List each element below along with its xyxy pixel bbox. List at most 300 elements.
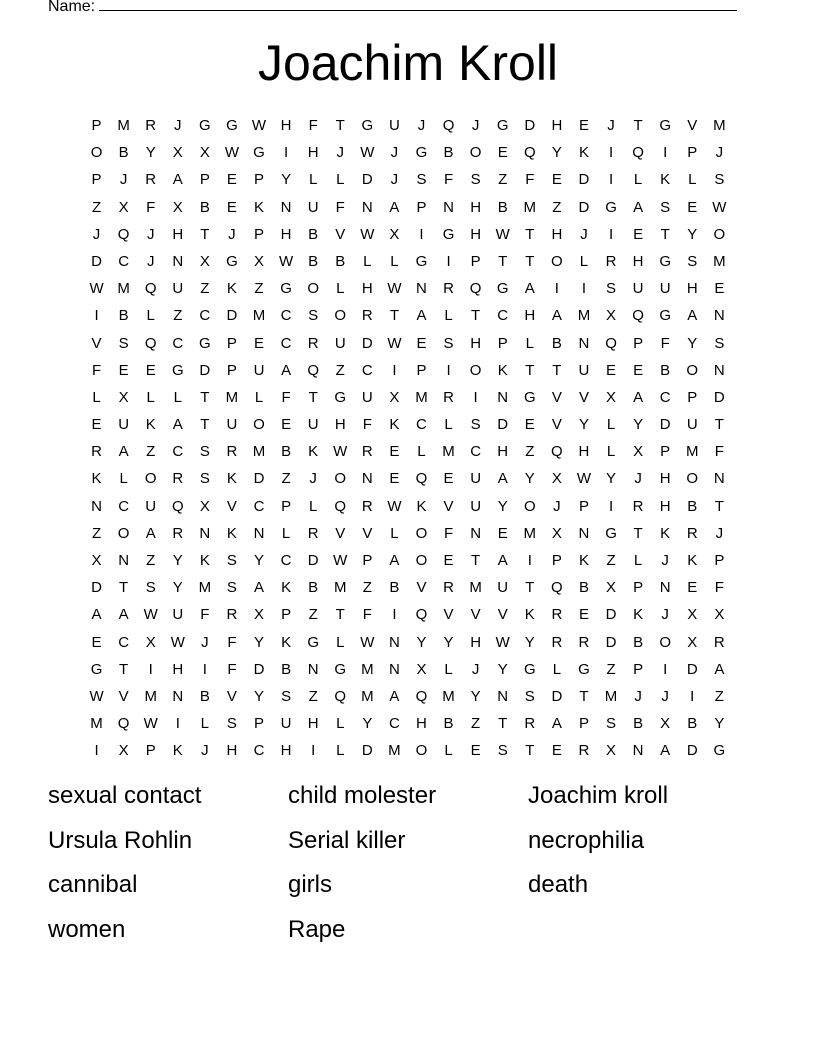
grid-letter: T xyxy=(389,307,399,325)
grid-letter: N xyxy=(578,524,590,542)
grid-letter: A xyxy=(254,579,265,597)
word-list-item: women xyxy=(48,915,126,943)
grid-letter: W xyxy=(495,633,510,651)
word-list-item: cannibal xyxy=(48,871,138,898)
grid-letter: X xyxy=(606,579,617,597)
grid-letter: J xyxy=(119,171,128,189)
grid-letter: K xyxy=(226,524,237,542)
grid-letter: E xyxy=(551,742,562,760)
grid-letter: H xyxy=(280,117,292,134)
grid-letter: U xyxy=(307,416,319,434)
grid-letter: L xyxy=(606,416,616,434)
grid-letter: C xyxy=(280,334,292,352)
grid-letter: X xyxy=(714,606,725,624)
grid-letter: Y xyxy=(524,470,535,488)
grid-letter: Y xyxy=(578,416,589,434)
grid-letter: P xyxy=(254,171,265,189)
grid-letter: K xyxy=(226,280,237,298)
grid-letter: U xyxy=(632,280,644,298)
grid-letter: N xyxy=(253,524,265,542)
grid-letter: X xyxy=(118,388,129,406)
grid-letter: J xyxy=(471,117,480,134)
grid-letter: U xyxy=(118,416,130,434)
word-list-item: sexual contact xyxy=(48,782,202,809)
grid-letter: A xyxy=(145,524,156,542)
grid-letter: G xyxy=(334,660,347,678)
grid-letter: X xyxy=(687,633,698,651)
grid-letter: E xyxy=(551,171,562,189)
grid-letter: B xyxy=(389,579,400,597)
grid-letter: Y xyxy=(470,687,481,705)
grid-letter: A xyxy=(172,416,183,434)
grid-letter: Y xyxy=(362,715,373,733)
grid-letter: A xyxy=(551,715,562,733)
grid-letter: A xyxy=(633,388,644,406)
grid-letter: B xyxy=(199,198,210,216)
grid-letter: P xyxy=(687,388,698,406)
grid-letter: G xyxy=(523,388,536,406)
grid-letter: C xyxy=(253,742,265,760)
grid-letter: G xyxy=(171,361,184,379)
grid-letter: X xyxy=(551,470,562,488)
grid-letter: T xyxy=(335,117,345,134)
grid-letter: U xyxy=(686,416,698,434)
grid-letter: T xyxy=(660,225,670,243)
grid-letter: I xyxy=(175,715,180,733)
grid-letter: D xyxy=(91,252,102,270)
grid-letter: V xyxy=(443,606,454,624)
grid-letter: I xyxy=(446,252,451,270)
grid-letter: Y xyxy=(416,633,427,651)
grid-letter: Z xyxy=(146,443,156,461)
grid-letter: X xyxy=(687,606,698,624)
grid-letter: L xyxy=(525,334,534,352)
grid-letter: R xyxy=(632,497,644,515)
grid-letter: G xyxy=(307,633,319,651)
grid-letter: W xyxy=(387,334,402,352)
grid-letter: L xyxy=(336,742,345,760)
grid-letter: L xyxy=(336,171,345,189)
grid-letter: A xyxy=(389,198,400,216)
grid-letter: P xyxy=(633,579,644,597)
grid-letter: E xyxy=(633,361,644,379)
grid-letter: F xyxy=(91,361,102,379)
grid-row xyxy=(83,737,733,764)
letter-grid xyxy=(83,112,733,765)
grid-letter: O xyxy=(686,470,699,488)
grid-letter: G xyxy=(199,117,211,134)
grid-letter: F xyxy=(362,606,372,624)
grid-letter: L xyxy=(281,524,291,542)
grid-letter: I xyxy=(608,171,614,189)
grid-letter: V xyxy=(551,416,562,434)
grid-letter: L xyxy=(92,388,101,406)
grid-letter: W xyxy=(251,117,267,134)
grid-letter: S xyxy=(687,252,698,270)
grid-letter: P xyxy=(470,252,481,270)
grid-letter: X xyxy=(172,144,183,162)
grid-letter: V xyxy=(443,497,454,515)
grid-letter: X xyxy=(91,552,102,569)
grid-letter: C xyxy=(497,307,509,325)
grid-letter: J xyxy=(92,225,101,243)
grid-letter: J xyxy=(715,524,724,542)
grid-letter: M xyxy=(442,687,455,705)
grid-letter: X xyxy=(145,633,156,651)
grid-letter: K xyxy=(172,742,183,760)
grid-letter: D xyxy=(307,552,319,569)
grid-letter: P xyxy=(254,225,265,243)
grid-letter: N xyxy=(416,280,427,298)
grid-letter: E xyxy=(443,470,454,488)
grid-letter: L xyxy=(146,307,155,325)
grid-letter: L xyxy=(633,171,643,189)
grid-letter: D xyxy=(361,171,373,189)
grid-letter: G xyxy=(253,144,265,162)
grid-letter: A xyxy=(389,687,400,705)
grid-letter: P xyxy=(687,144,698,162)
grid-letter: M xyxy=(388,742,401,760)
grid-letter: V xyxy=(416,579,427,597)
grid-letter: L xyxy=(417,443,426,461)
grid-letter: A xyxy=(497,552,508,569)
grid-letter: U xyxy=(470,497,482,515)
grid-letter: X xyxy=(118,198,129,216)
grid-letter: K xyxy=(389,416,400,434)
grid-letter: M xyxy=(577,307,591,325)
grid-letter: E xyxy=(226,198,237,216)
grid-letter: T xyxy=(633,524,643,542)
puzzle-title: Joachim Kroll xyxy=(257,35,559,91)
grid-letter: C xyxy=(361,361,373,379)
grid-letter: E xyxy=(389,470,400,488)
grid-letter: F xyxy=(660,334,670,352)
grid-letter: Y xyxy=(254,552,265,569)
grid-letter: R xyxy=(307,334,319,352)
grid-letter: W xyxy=(360,633,375,651)
grid-letter: X xyxy=(633,443,644,461)
grid-row xyxy=(83,248,733,275)
grid-letter: E xyxy=(524,416,535,434)
grid-letter: T xyxy=(119,660,129,678)
grid-letter: U xyxy=(659,280,671,298)
grid-letter: G xyxy=(578,660,590,678)
grid-letter: H xyxy=(497,443,509,461)
grid-letter: K xyxy=(660,171,671,189)
grid-letter: W xyxy=(360,144,375,162)
grid-letter: B xyxy=(443,715,454,733)
word-list-item: necrophilia xyxy=(528,826,645,854)
grid-letter: U xyxy=(253,361,265,379)
grid-letter: J xyxy=(390,171,399,189)
grid-letter: Z xyxy=(525,443,535,461)
grid-letter: H xyxy=(470,633,482,651)
grid-letter: P xyxy=(281,497,292,515)
grid-letter: K xyxy=(497,361,508,379)
grid-letter: L xyxy=(254,388,264,406)
grid-row xyxy=(83,411,733,438)
grid-letter: D xyxy=(578,171,590,189)
grid-letter: O xyxy=(144,470,157,488)
grid-letter: J xyxy=(336,144,344,162)
grid-letter: L xyxy=(308,171,318,189)
grid-letter: W xyxy=(495,225,510,243)
grid-letter: E xyxy=(470,742,481,760)
grid-row xyxy=(83,465,733,492)
grid-letter: Q xyxy=(523,144,536,162)
grid-letter: Q xyxy=(551,579,563,597)
grid-letter: E xyxy=(145,361,156,379)
grid-letter: N xyxy=(497,388,509,406)
grid-letter: I xyxy=(554,280,559,298)
grid-letter: W xyxy=(387,280,402,298)
grid-letter: T xyxy=(471,552,481,569)
grid-letter: W xyxy=(143,606,158,624)
grid-letter: A xyxy=(389,552,400,569)
grid-letter: A xyxy=(524,280,535,298)
grid-letter: R xyxy=(145,117,157,134)
grid-letter: G xyxy=(415,144,428,162)
grid-letter: R xyxy=(172,524,184,542)
grid-letter: U xyxy=(226,416,238,434)
grid-letter: R xyxy=(145,171,157,189)
grid-letter: S xyxy=(308,307,319,325)
grid-letter: J xyxy=(661,606,669,624)
grid-letter: E xyxy=(714,280,725,298)
grid-letter: A xyxy=(497,470,508,488)
grid-letter: I xyxy=(94,742,99,760)
grid-letter: H xyxy=(416,715,427,733)
grid-letter: E xyxy=(281,416,292,434)
grid-letter: T xyxy=(200,225,210,243)
grid-letter: L xyxy=(336,633,345,651)
grid-letter: N xyxy=(280,198,292,216)
grid-letter: N xyxy=(632,742,644,760)
grid-row xyxy=(83,629,733,656)
grid-letter: M xyxy=(604,687,618,705)
grid-letter: N xyxy=(307,660,319,678)
grid-letter: M xyxy=(713,252,726,270)
grid-letter: Z xyxy=(281,470,291,488)
grid-letter: O xyxy=(713,225,726,243)
grid-letter: M xyxy=(361,660,374,678)
grid-letter: G xyxy=(605,524,617,542)
grid-letter: F xyxy=(714,443,724,461)
grid-letter: S xyxy=(497,742,508,760)
grid-letter: T xyxy=(525,252,535,270)
grid-letter: B xyxy=(633,633,644,651)
grid-letter: I xyxy=(284,144,289,162)
grid-letter: C xyxy=(470,443,482,461)
grid-letter: R xyxy=(686,524,698,542)
grid-letter: U xyxy=(172,280,184,298)
grid-letter: G xyxy=(496,117,509,134)
grid-letter: S xyxy=(118,334,129,352)
grid-letter: N xyxy=(659,579,671,597)
grid-letter: L xyxy=(308,497,318,515)
grid-letter: D xyxy=(686,660,698,678)
grid-letter: S xyxy=(199,443,210,461)
grid-letter: R xyxy=(551,633,563,651)
grid-letter: T xyxy=(714,416,724,434)
grid-letter: W xyxy=(576,470,592,488)
grid-letter: Q xyxy=(117,225,130,243)
grid-letter: Z xyxy=(552,198,562,216)
grid-letter: H xyxy=(280,742,292,760)
grid-letter: G xyxy=(496,280,509,298)
grid-letter: A xyxy=(714,660,725,678)
grid-letter: R xyxy=(443,579,454,597)
grid-letter: H xyxy=(172,225,184,243)
grid-letter: W xyxy=(712,198,727,216)
grid-letter: M xyxy=(225,388,239,406)
grid-letter: V xyxy=(118,687,129,705)
grid-letter: B xyxy=(660,361,671,379)
grid-letter: D xyxy=(91,579,102,597)
grid-letter: G xyxy=(226,117,238,134)
grid-letter: Q xyxy=(551,443,563,461)
grid-letter: Y xyxy=(606,470,617,488)
grid-letter: I xyxy=(473,388,478,406)
grid-letter: M xyxy=(117,280,130,298)
grid-letter: Y xyxy=(551,144,562,162)
grid-letter: K xyxy=(578,552,589,569)
grid-letter: N xyxy=(199,524,211,542)
grid-letter: W xyxy=(170,633,185,651)
grid-letter: M xyxy=(361,687,374,705)
grid-letter: W xyxy=(89,687,104,705)
grid-letter: N xyxy=(713,361,725,379)
grid-letter: G xyxy=(442,225,455,243)
grid-letter: J xyxy=(174,117,182,134)
grid-letter: P xyxy=(497,334,508,352)
grid-letter: W xyxy=(387,497,402,515)
grid-letter: Q xyxy=(415,687,428,705)
grid-letter: Y xyxy=(714,715,725,733)
grid-letter: B xyxy=(497,198,508,216)
word-list-item: death xyxy=(528,871,589,898)
grid-letter: Y xyxy=(254,633,265,651)
grid-letter: J xyxy=(228,225,236,243)
grid-letter: P xyxy=(199,171,210,189)
grid-letter: S xyxy=(281,687,292,705)
grid-letter: X xyxy=(551,524,562,542)
grid-letter: G xyxy=(280,280,292,298)
grid-row xyxy=(83,683,733,710)
grid-letter: H xyxy=(226,742,238,760)
grid-letter: J xyxy=(390,144,399,162)
grid-letter: C xyxy=(172,334,184,352)
grid-letter: N xyxy=(713,307,725,325)
grid-row xyxy=(83,302,733,329)
grid-letter: H xyxy=(659,497,671,515)
grid-letter: D xyxy=(226,307,238,325)
grid-letter: B xyxy=(308,252,319,270)
grid-letter: X xyxy=(199,497,210,515)
grid-letter: Y xyxy=(281,171,292,189)
grid-letter: E xyxy=(254,334,265,352)
grid-letter: E xyxy=(91,416,102,434)
grid-letter: U xyxy=(361,388,373,406)
grid-letter: M xyxy=(415,388,428,406)
grid-letter: Q xyxy=(442,117,455,134)
grid-letter: I xyxy=(663,144,668,162)
grid-letter: Z xyxy=(362,579,372,597)
grid-letter: U xyxy=(145,497,157,515)
grid-letter: J xyxy=(661,687,669,705)
grid-letter: Q xyxy=(415,470,428,488)
grid-letter: J xyxy=(417,117,426,134)
grid-letter: G xyxy=(659,252,672,270)
grid-letter: X xyxy=(606,307,617,325)
grid-letter: U xyxy=(470,470,482,488)
grid-row xyxy=(83,493,733,520)
grid-letter: L xyxy=(336,280,345,298)
grid-letter: H xyxy=(280,225,292,243)
grid-letter: T xyxy=(579,687,589,705)
grid-letter: R xyxy=(361,443,373,461)
name-field[interactable] xyxy=(48,0,748,18)
grid-letter: K xyxy=(145,416,156,434)
grid-letter: L xyxy=(579,252,589,270)
grid-letter: Q xyxy=(144,280,157,298)
grid-letter: C xyxy=(118,633,130,651)
grid-letter: B xyxy=(335,252,346,270)
grid-letter: F xyxy=(146,198,156,216)
grid-letter: H xyxy=(334,416,346,434)
grid-letter: B xyxy=(308,579,319,597)
grid-letter: O xyxy=(307,280,319,298)
grid-letter: F xyxy=(200,606,210,624)
grid-letter: Z xyxy=(91,524,102,542)
grid-letter: K xyxy=(281,579,292,597)
grid-letter: P xyxy=(551,552,562,569)
grid-letter: H xyxy=(361,280,373,298)
grid-letter: O xyxy=(253,416,265,434)
grid-letter: O xyxy=(334,470,347,488)
grid-letter: E xyxy=(687,579,698,597)
grid-letter: Z xyxy=(308,687,318,705)
grid-letter: U xyxy=(388,117,400,134)
grid-letter: P xyxy=(226,361,237,379)
grid-letter: M xyxy=(523,524,537,542)
grid-letter: D xyxy=(253,660,265,678)
grid-letter: V xyxy=(226,497,237,515)
grid-letter: D xyxy=(524,117,536,134)
grid-letter: Q xyxy=(605,334,617,352)
grid-letter: T xyxy=(119,579,129,597)
grid-letter: O xyxy=(523,497,536,515)
grid-letter: H xyxy=(307,715,319,733)
grid-letter: G xyxy=(713,742,726,760)
grid-letter: M xyxy=(252,443,266,461)
grid-letter: U xyxy=(307,198,319,216)
grid-letter: W xyxy=(143,715,158,733)
grid-letter: P xyxy=(578,497,589,515)
grid-letter: E xyxy=(578,117,589,134)
grid-letter: J xyxy=(201,742,209,760)
grid-letter: O xyxy=(117,524,130,542)
grid-letter: C xyxy=(388,715,400,733)
grid-letter: T xyxy=(525,742,535,760)
grid-letter: M xyxy=(523,198,537,216)
grid-letter: J xyxy=(715,144,724,162)
grid-letter: S xyxy=(443,334,454,352)
grid-letter: Z xyxy=(498,171,508,189)
grid-letter: A xyxy=(660,742,671,760)
grid-letter: N xyxy=(361,198,373,216)
grid-letter: K xyxy=(91,470,102,488)
